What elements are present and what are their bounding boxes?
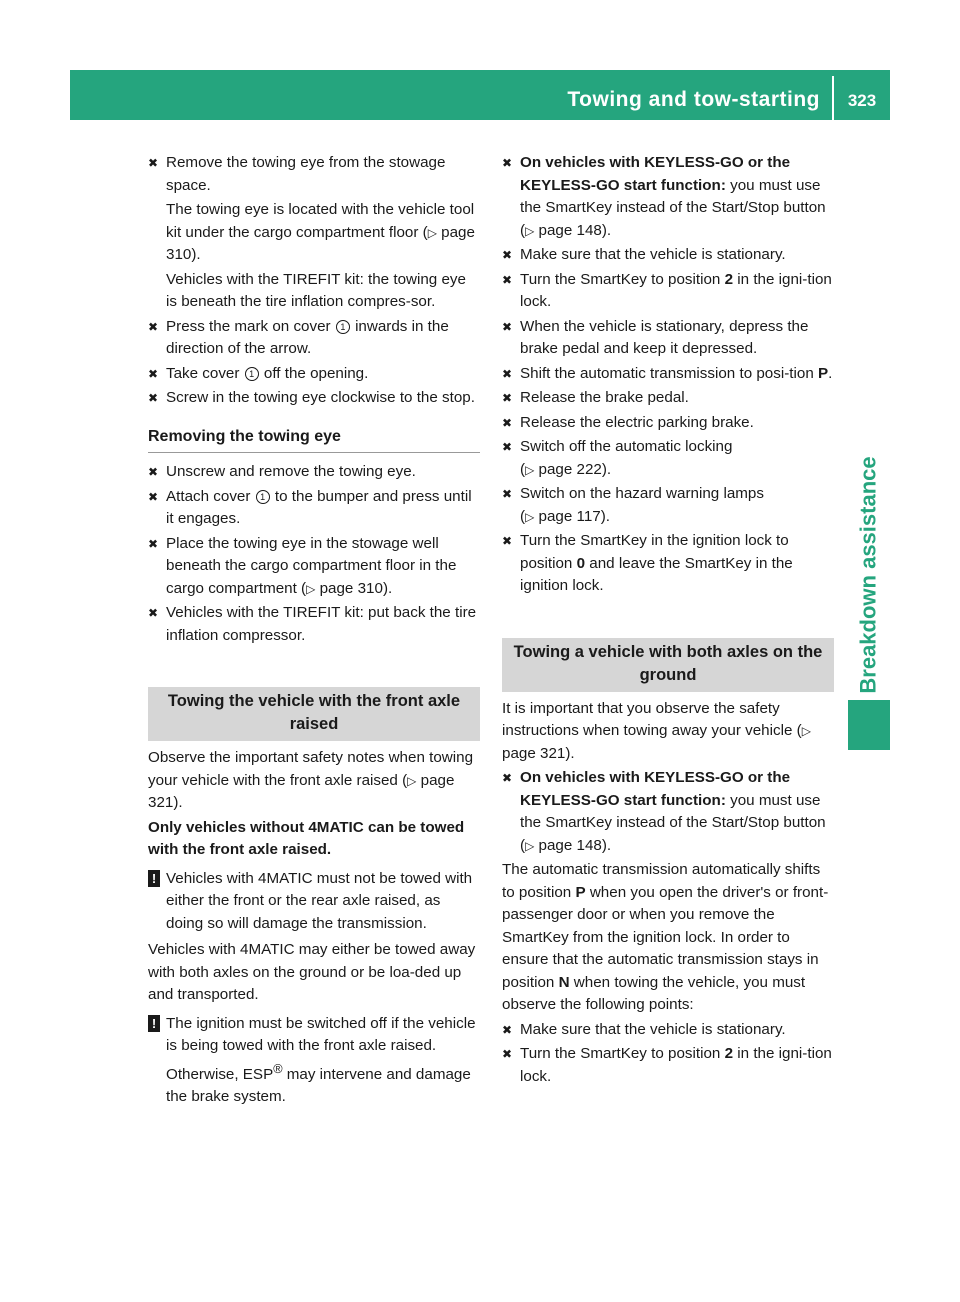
- step-text: [520, 1043, 834, 1088]
- step-text: Release the electric parking brake.: [520, 413, 754, 431]
- page-ref-icon: ▷: [525, 462, 535, 477]
- instruction-step: [502, 244, 834, 267]
- step-arrow-icon: ✖: [148, 536, 159, 551]
- step-text: [520, 363, 834, 386]
- page-ref-icon: ▷: [427, 225, 437, 240]
- page-ref: page 222).: [538, 460, 612, 478]
- text-part: and leave the SmartKey in the ignition lock.: [520, 554, 793, 594]
- warning-note: [148, 868, 480, 936]
- text-part: when towing the vehicle, you must observe the following points:: [502, 973, 806, 1013]
- instruction-step: [502, 412, 834, 435]
- text-part: in the igni-tion lock.: [520, 270, 832, 310]
- position-value: 0: [576, 554, 586, 572]
- callout-number: 1: [256, 490, 270, 504]
- instruction-step: [502, 269, 834, 314]
- text-part: Switch off the automatic locking: [520, 438, 733, 455]
- bold-paragraph: Only vehicles without 4MATIC can be towed with the front axle raised.: [148, 818, 465, 858]
- registered-mark: ®: [273, 1061, 283, 1076]
- step-arrow-icon: ✖: [148, 606, 159, 620]
- text-part: The automatic transmission automatically shifts to position: [502, 861, 821, 901]
- header-bar: [70, 70, 890, 120]
- paragraph: [502, 859, 834, 1017]
- section-heading-boxed: Towing a vehicle with both axles on the ground: [502, 638, 834, 692]
- page-ref-icon: ▷: [306, 581, 316, 596]
- page-ref: page 148).: [538, 836, 612, 854]
- step-text: [520, 269, 834, 314]
- instruction-step: [148, 533, 480, 601]
- text-part: Turn the SmartKey in the ignition lock to position: [520, 532, 789, 572]
- step-text: [166, 316, 480, 361]
- step-text: [520, 530, 834, 598]
- page-ref: page 148).: [538, 221, 612, 239]
- step-arrow-icon: ✖: [502, 391, 513, 405]
- step-arrow-icon: ✖: [502, 248, 513, 262]
- instruction-step: [502, 316, 834, 361]
- callout-number: 1: [336, 320, 350, 334]
- page-title: Towing and tow-starting: [567, 88, 820, 111]
- step-text: Screw in the towing eye clockwise to the stop.: [166, 389, 475, 406]
- paragraph: Vehicles with 4MATIC may either be towed away with both axles on the ground or be loa-ded up and transported.: [148, 941, 476, 1003]
- step-text: [166, 363, 480, 386]
- step-arrow-icon: ✖: [502, 771, 513, 785]
- step-arrow-icon: ✖: [502, 272, 513, 287]
- warning-note: [148, 1013, 480, 1109]
- step-arrow-icon: ✖: [502, 534, 513, 548]
- section-heading: Removing the towing eye: [148, 426, 480, 454]
- step-arrow-icon: ✖: [502, 319, 513, 334]
- text-part: Place the towing eye in the stowage well beneath the cargo compartment floor in the cargo compartment (: [166, 534, 457, 597]
- left-column: [148, 152, 480, 1113]
- text-part: Attach cover: [166, 487, 251, 505]
- instruction-step: [502, 152, 834, 242]
- text-part: Switch on the hazard warning lamps: [520, 485, 764, 502]
- page-ref-icon: ▷: [407, 773, 417, 788]
- side-tab-label: Breakdown assistance: [856, 456, 882, 694]
- step-note: The towing eye is located with the vehicle tool kit under the cargo compartment floor (▷ page 310).: [166, 201, 475, 263]
- page-ref-icon: ▷: [525, 509, 535, 524]
- step-arrow-icon: ✖: [502, 1022, 513, 1037]
- instruction-step: [148, 387, 480, 410]
- step-arrow-icon: ✖: [502, 1047, 513, 1061]
- step-text: Make sure that the vehicle is stationary.: [520, 246, 786, 263]
- instruction-step: [148, 486, 480, 531]
- paragraph: It is important that you observe the safety instructions when towing away your vehicle (▷ page 321).: [502, 699, 811, 762]
- side-tab-marker: [848, 700, 890, 750]
- note-text: The towing eye is located with the vehicle tool kit under the cargo compartment floor: [166, 201, 475, 241]
- step-text: [520, 152, 834, 242]
- instruction-step: [502, 1019, 834, 1042]
- step-text: When the vehicle is stationary, depress the brake pedal and keep it depressed.: [520, 317, 809, 357]
- instruction-step: [148, 363, 480, 386]
- step-arrow-icon: ✖: [502, 156, 513, 170]
- step-arrow-icon: ✖: [502, 440, 513, 454]
- position-value: P: [818, 364, 829, 382]
- instruction-step: [502, 767, 834, 857]
- page-ref-icon: ▷: [525, 838, 535, 853]
- warning-icon: !: [148, 1015, 160, 1032]
- instruction-step: [148, 602, 480, 647]
- step-text: [166, 486, 480, 531]
- step-arrow-icon: ✖: [502, 415, 513, 430]
- step-note: Vehicles with the TIREFIT kit: the towing eye is beneath the tire inflation compres-sor.: [166, 270, 466, 310]
- text-part: .: [828, 364, 833, 382]
- position-value: N: [558, 973, 570, 991]
- instruction-step: [148, 152, 480, 314]
- side-tab: [848, 440, 890, 710]
- text-part: you must use the SmartKey instead of the Start/Stop button (: [520, 791, 826, 854]
- step-arrow-icon: ✖: [148, 366, 159, 381]
- text-part: It is important that you observe the safety instructions when towing away your vehicle: [502, 699, 793, 739]
- callout-number: 1: [245, 367, 259, 381]
- step-arrow-icon: ✖: [148, 156, 159, 170]
- position-value: P: [575, 883, 586, 901]
- step-arrow-icon: ✖: [502, 487, 513, 501]
- instruction-step: [502, 1043, 834, 1088]
- step-text: Vehicles with the TIREFIT kit: put back the tire inflation compressor.: [166, 604, 477, 644]
- text-part: to the bumper and press until it engages.: [166, 487, 472, 527]
- step-text: [166, 533, 480, 601]
- warning-text: may intervene and damage the brake system.: [166, 1065, 471, 1106]
- page-ref: page 310).: [166, 223, 475, 263]
- step-arrow-icon: ✖: [148, 319, 159, 334]
- step-arrow-icon: ✖: [148, 465, 159, 479]
- step-arrow-icon: ✖: [148, 489, 159, 504]
- page-ref-icon: ▷: [801, 724, 811, 738]
- warning-icon: !: [148, 870, 160, 887]
- instruction-step: [502, 363, 834, 386]
- text-part: when you open the driver's or front-passenger door or when you remove the SmartKey from the ignition lock. In order to ensure that the automatic transmission stays in position: [502, 883, 829, 991]
- text-part: off the opening.: [263, 364, 369, 382]
- text-part: Shift the automatic transmission to posi-tion: [520, 364, 814, 382]
- page-ref: page 321).: [502, 744, 575, 762]
- text-part: Take cover: [166, 364, 240, 382]
- page-ref: page 310).: [319, 579, 393, 597]
- section-heading-boxed: Towing the vehicle with the front axle raised: [148, 687, 480, 741]
- step-text: Remove the towing eye from the stowage space.: [166, 154, 446, 194]
- right-column: [502, 152, 834, 1090]
- instruction-step: [502, 436, 834, 481]
- text-part: in the igni-tion lock.: [520, 1045, 832, 1085]
- page-ref-icon: ▷: [525, 223, 535, 238]
- step-arrow-icon: ✖: [502, 366, 513, 381]
- step-text: Switch off the automatic locking (▷ page 222).: [520, 438, 733, 478]
- text-part: Turn the SmartKey to position: [520, 270, 721, 288]
- warning-text: The ignition must be switched off if the vehicle is being towed with the front axle raised. Otherwise, ESP: [166, 1014, 476, 1083]
- text-part: you must use the SmartKey instead of the Start/Stop button (: [520, 176, 826, 239]
- position-value: 2: [724, 1045, 734, 1062]
- step-text: [520, 767, 834, 857]
- step-text: Switch on the hazard warning lamps (▷ page 117).: [520, 485, 764, 525]
- position-value: 2: [724, 270, 734, 288]
- step-text: Release the brake pedal.: [520, 389, 689, 406]
- instruction-step: [502, 483, 834, 528]
- text-part: Observe the important safety notes when towing your vehicle with the front axle raised: [148, 749, 474, 789]
- page-number: 323: [847, 91, 877, 110]
- paragraph: Observe the important safety notes when towing your vehicle with the front axle raised (▷ page 321).: [148, 749, 474, 811]
- instruction-step: [502, 387, 834, 410]
- text-part: inwards in the direction of the arrow.: [166, 317, 449, 357]
- warning-text: Vehicles with 4MATIC must not be towed with either the front or the rear axle raised, as doing so will damage the transmission.: [166, 869, 473, 932]
- text-part: Turn the SmartKey to position: [520, 1045, 721, 1062]
- instruction-step: [148, 316, 480, 361]
- step-text: Unscrew and remove the towing eye.: [166, 463, 416, 480]
- instruction-step: [502, 530, 834, 598]
- bold-text: On vehicles with KEYLESS-GO or the KEYLESS-GO start function:: [520, 769, 791, 809]
- page-ref: page 117).: [538, 507, 611, 525]
- page-ref: page 321).: [148, 771, 455, 811]
- text-part: Press the mark on cover: [166, 317, 331, 335]
- step-text: Make sure that the vehicle is stationary.: [520, 1020, 786, 1038]
- bold-text: On vehicles with KEYLESS-GO or the KEYLESS-GO start function:: [520, 154, 791, 194]
- instruction-step: [148, 461, 480, 484]
- step-arrow-icon: ✖: [148, 391, 159, 405]
